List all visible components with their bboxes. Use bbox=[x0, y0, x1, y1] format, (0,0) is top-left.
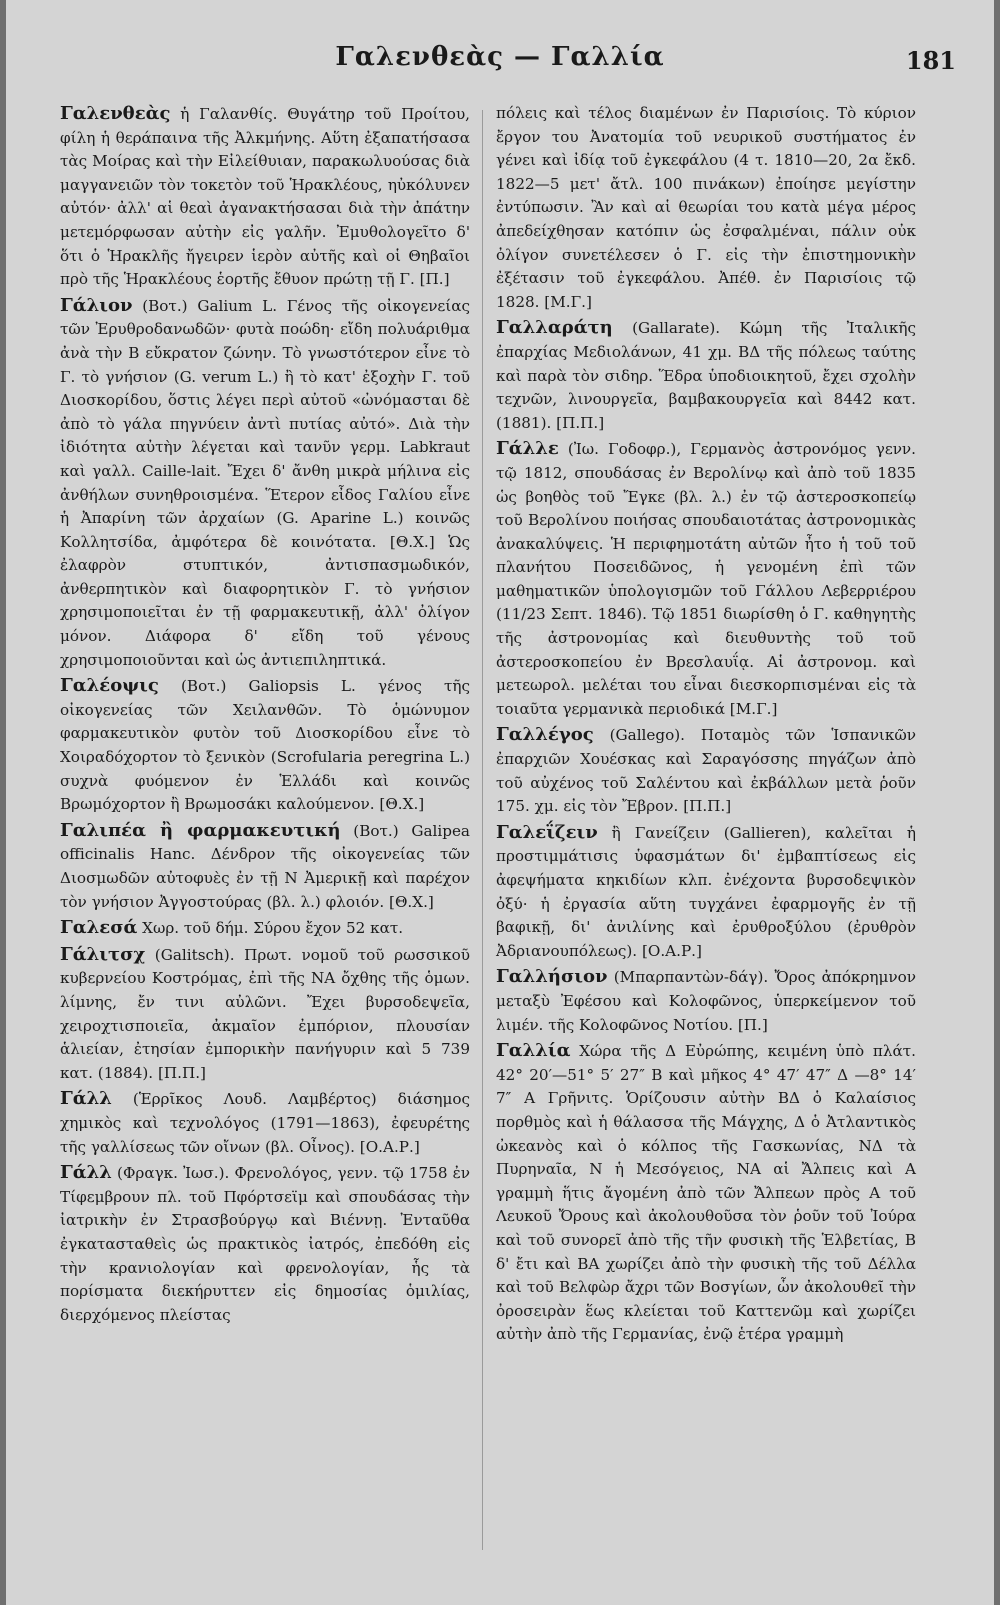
entry-text: (Galitsch). Πρωτ. νομοῦ τοῦ ρωσσικοῦ κυβερνείου Κοστρόμας, ἐπὶ τῆς ΝΑ ὄχθης τῆς ὁμων. λίμνης, ἔν τινι αὐλῶνι. Ἔχει βυρσοδεψεῖα, χειροχτισποιεῖα, ἀκμαῖον ἐμπόριον, πλουσίαν ἁλιείαν, ἐτησίαν ἐμπορικὴν πανήγυριν καὶ 5 739 κατ. (1884). [Π.Π.] bbox=[60, 945, 471, 1082]
right-column bbox=[496, 102, 916, 1349]
entry-text: (Βοτ.) Galipea officinalis Hanc. Δένδρον τῆς οἰκογενείας τῶν Διοσμωδῶν αὐτοφυὲς ἐν τῇ Ν Ἀμερικῇ καὶ παρέχον τὸν γνήσιον Ἀγγοστούρας (βλ. λ.) φλοιόν. [Θ.Χ.] bbox=[60, 821, 470, 911]
entry-text: (Ἰω. Γοδοφρ.), Γερμανὸς ἀστρονόμος γενν. τῷ 1812, σπουδάσας ἐν Βερολίνῳ καὶ ἀπὸ τοῦ 1835 ὡς βοηθὸς τοῦ Ἔγκε (βλ. λ.) ἐν τῷ ἀστεροσκοπείῳ τοῦ Βερολίνου ποιήσας σπουδαιοτάτας ἀστρονομικὰς ἀνακαλύψεις. Ἡ περιφημοτάτη αὐτῶν ἦτο ἡ τοῦ τοῦ πλανήτου Ποσειδῶνος, ἡ γενομένη ἐπὶ τῶν μαθηματικῶν ὑπολογισμῶν τοῦ Γάλλου Λεβερριέρου (11/23 Σεπτ. 1846). Τῷ 1851 διωρίσθη ὁ Γ. καθηγητὴς τῆς ἀστρονομίας καὶ διευθυντὴς τοῦ τοῦ ἀστεροσκοπείου ἐν Βρεσλαυΐᾳ. Αἱ ἀστρονομ. καὶ μετεωρολ. μελέται του εἶναι διεσκορπισμέναι εἰς τὰ τοιαῦτα γερμανικὰ περιοδικά [Μ.Γ.] bbox=[496, 440, 916, 718]
column-divider bbox=[482, 110, 483, 1550]
entry-headword: Γαλλήσιον bbox=[496, 966, 608, 988]
dictionary-entry bbox=[60, 294, 470, 673]
entry-text: ἡ Γαλανθίς. Θυγάτηρ τοῦ Προίτου, φίλη ἡ θεράπαινα τῆς Ἀλκμήνης. Αὕτη ἐξαπατήσασα τὰς Μοίρας καὶ τὴν Εἰλείθυιαν, παρακωλυούσας διὰ μαγγανειῶν τὸν τοκετὸν τοῦ Ἡρακλέους, ηὐκόλυνεν αὐτόν· ἀλλ' αἱ θεαὶ ἀγανακτήσασαι διὰ τὴν ἀπάτην μετεμόρφωσαν αὐτὴν εἰς γαλῆν. Ἐμυθολογεῖτο δ' ὅτι ὁ Ἡρακλῆς ἤγειρεν ἱερὸν αὐτῆς καὶ οἱ Θηβαῖοι πρὸ τῆς Ἡρακλέους ἑορτῆς ἔθυον πρώτῃ τῇ Γ. [Π.] bbox=[60, 105, 471, 289]
entry-text: (Φραγκ. Ἰωσ.). Φρενολόγος, γενν. τῷ 1758 ἐν Τίφεμβρουν πλ. τοῦ Πφόρτσεϊμ καὶ σπουδάσας τὴν ἰατρικὴν ἐν Στρασβούργῳ καὶ Βιέννῃ. Ἐνταῦθα ἐγκατασταθεὶς ὡς πρακτικὸς ἰατρός, ἐπεδόθη εἰς τὴν κρανιολογίαν καὶ φρενολογίαν, ἧς τὰ πορίσματα διεκήρυττεν εἰς δημοσίας ὁμιλίας, διερχόμενος πλείστας bbox=[60, 1164, 470, 1324]
entry-text: (Μπαρπαντὼν-δάγ). Ὄρος ἀπόκρημνον μεταξὺ Ἐφέσου καὶ Κολοφῶνος, ὑπερκείμενον τοῦ λιμέν. τῆς Κολοφῶνος Νοτίου. [Π.] bbox=[496, 968, 916, 1034]
dictionary-entry bbox=[60, 1161, 470, 1327]
entry-headword: Γαλενθεὰς bbox=[60, 103, 171, 124]
entry-headword: Γαλλέγος bbox=[496, 724, 594, 746]
page-header bbox=[6, 42, 994, 82]
entry-text: Χώρα τῆς Δ Εὐρώπης, κειμένη ὑπὸ πλάτ. 42° 20′—51° 5′ 27″ Β καὶ μῆκος 4° 47′ 47″ Δ —8° 14′ 7″ Α Γρῆνιτς. Ὁρίζουσιν αὐτὴν ΒΔ ὁ Καλαίσιος πορθμὸς καὶ ἡ θάλασσα τῆς Μάγχης, Δ ὁ Ἀτλαντικὸς ὠκεανὸς καὶ ὁ κόλπος τῆς Γασκωνίας, ΝΔ τὰ Πυρηναῖα, Ν ἡ Μεσόγειος, ΝΑ αἱ Ἄλπεις καὶ Α γραμμὴ ἥτις ἄγομένη ἀπὸ τῶν Ἄλπεων πρὸς Α τοῦ Λευκοῦ Ὄρους καὶ ἀκολουθοῦσα τὸν ῥοῦν τοῦ Ἰούρα καὶ τοῦ συνορεῖ ἀπὸ τῆς τῆν φυσικὴ τῆς Ἑλβετίας, Β δ' ἔτι καὶ ΒΑ χωρίζει ἀπὸ τὴν φυσικὴ τῆς τοῦ Δέλλα καὶ τοῦ Βελφὼρ ἄχρι τῶν Βοσγίων, ὧν ἀκολουθεῖ τὴν ὀροσειρὰν ἕως κλείεται τοῦ Καττενῶμ καὶ χωρίζει αὐτὴν ἀπὸ τῆς Γερμανίας, ἐνῷ ἑτέρα γραμμὴ bbox=[496, 1042, 916, 1344]
dictionary-entry bbox=[60, 674, 470, 817]
running-title: Γαλενθεὰς — Γαλλία bbox=[335, 42, 665, 72]
entry-headword: Γάλιον bbox=[60, 294, 133, 316]
entry-headword: Γαλλαράτη bbox=[496, 317, 613, 339]
entry-headword: Γαλλία bbox=[496, 1040, 571, 1062]
page-number: 181 bbox=[905, 46, 956, 75]
entry-headword: Γάλλ bbox=[60, 1162, 112, 1184]
dictionary-entry bbox=[60, 943, 470, 1086]
dictionary-entry bbox=[496, 723, 916, 818]
dictionary-entry bbox=[496, 1039, 916, 1347]
dictionary-entry bbox=[496, 965, 916, 1037]
entry-headword: Γάλλ bbox=[60, 1088, 112, 1110]
left-column bbox=[60, 102, 470, 1329]
dictionary-entry bbox=[60, 102, 470, 292]
dictionary-entry bbox=[60, 916, 470, 941]
entry-text: (Gallego). Ποταμὸς τῶν Ἱσπανικῶν ἐπαρχιῶν Χουέσκας καὶ Σαραγόσσης πηγάζων ἀπὸ τοῦ αὐχένος τοῦ Σαλέντου καὶ ἐκβάλλων μετὰ ῥοῦν 175. χμ. εἰς τὸν Ἔβρον. [Π.Π.] bbox=[496, 726, 916, 816]
dictionary-entry bbox=[496, 437, 916, 721]
entry-headword: Γάλιτσχ bbox=[60, 943, 146, 965]
dictionary-entry bbox=[60, 819, 470, 914]
entry-text: Χωρ. τοῦ δήμ. Σύρου ἔχον 52 κατ. bbox=[142, 919, 404, 938]
entry-text: πόλεις καὶ τέλος διαμένων ἐν Παρισίοις. Τὸ κύριον ἔργον του Ἀνατομία τοῦ νευρικοῦ συστήματος ἐν γένει καὶ ἰδίᾳ τοῦ ἐγκεφάλου (4 τ. 1810—20, 2α ἔκδ. 1822—5 μετ' ἄτλ. 100 πινάκων) ἐποίησε μεγίστην ἐντύπωσιν. Ἂν καὶ αἱ θεωρίαι του κατὰ μέγα μέρος ἀπεδείχθησαν κατόπιν ὡς ἐσφαλμέναι, πάλιν οὐκ ὀλίγον συνετέλεσεν ὁ Γ. εἰς τὴν ἐπιστημονικὴν ἐξέτασιν τοῦ ἐγκεφάλου. Ἀπέθ. ἐν Παρισίοις τῷ 1828. [Μ.Γ.] bbox=[496, 104, 916, 311]
entry-headword: Γαλέοψις bbox=[60, 675, 159, 697]
entry-text: (Ἑρρῖκος Λουδ. Λαμβέρτος) διάσημος χημικὸς καὶ τεχνολόγος (1791—1863), ἐφευρέτης τῆς γαλλίσεως τῶν οἴνων (βλ. Οἶνος). [Ο.Α.Ρ.] bbox=[60, 1090, 470, 1156]
entry-text: (Βοτ.) Galium L. Γένος τῆς οἰκογενείας τῶν Ἐρυθροδανωδῶν· φυτὰ ποώδη· εἴδη πολυάριθμα ἀνὰ τὴν Β εὔκρατον ζώνην. Τὸ γνωστότερον εἶνε τὸ Γ. τὸ γνήσιον (G. verum L.) ἢ τὸ κατ' ἐξοχὴν Γ. τοῦ Διοσκορίδου, ὅστις λέγει περὶ αὐτοῦ «ὠνόμασται δὲ ἀπὸ τὸ γάλα πηγνύειν ἀντὶ πυτίας αὐτό». Διὰ τὴν ἰδιότητα αὐτὴν λέγεται καὶ τανῦν γερμ. Labkraut καὶ γαλλ. Caille-lait. Ἔχει δ' ἄνθη μικρὰ μήλινα εἰς ἀνθήλων συνηθροισμένα. Ἕτερον εἶδος Γαλίου εἶνε ἡ Ἀπαρίνη τῶν ἀρχαίων (G. Aparine L.) κοινῶς Κολλητσίδα, ἀμφότερα δὲ κοινότατα. [Θ.Χ.] Ὡς ἐλαφρὸν στυπτικόν, ἀντισπασμωδικόν, ἀνθερπητικὸν καὶ διαφορητικὸν Γ. τὸ γνήσιον χρησιμοποιεῖται ἐν τῇ φαρμακευτικῇ, ἀλλ' ὀλίγον μόνον. Διάφορα δ' εἴδη τοῦ γένους χρησιμοποιοῦνται καὶ ὡς ἀντιεπιληπτικά. bbox=[60, 296, 471, 669]
dictionary-entry bbox=[496, 316, 916, 435]
dictionary-entry bbox=[60, 1087, 470, 1159]
entry-headword: Γαλεΐζειν bbox=[496, 821, 598, 843]
entry-text: ἢ Γανείζειν (Gallieren), καλεῖται ἡ προστιμμάτισις ὑφασμάτων δι' ἐμβαπτίσεως εἰς ἀφεψήματα κηκιδίων κλπ. ἐνέχοντα βυρσοδεψικὸν ὀξύ· ἡ ἐργασία αὕτη τυγχάνει ἐφαρμογῆς ἐν τῇ βαφικῇ, δι' ἀνιλίνης καὶ ἐρυθροξύλου (ἐρυθρὸν Ἀδριανουπόλεως). [Ο.Α.Ρ.] bbox=[496, 823, 916, 960]
dictionary-entry bbox=[496, 821, 916, 964]
entry-headword: Γαλεσά bbox=[60, 917, 138, 939]
dictionary-entry bbox=[496, 102, 916, 314]
entry-text: (Βοτ.) Galiopsis L. γένος τῆς οἰκογενείας τῶν Χειλανθῶν. Τὸ ὁμώνυμον φαρμακευτικὸν φυτὸν τοῦ Διοσκορίδου εἶνε τὸ Χοιραδόχορτον τὸ ξενικὸν (Scrofularia peregrina L.) συχνὰ φυόμενον ἐν Ἑλλάδι καὶ κοινῶς Βρωμόχορτον ἢ Βρωμοσάκι καλούμενον. [Θ.Χ.] bbox=[60, 677, 471, 814]
entry-headword: Γάλλε bbox=[496, 438, 559, 460]
entry-text: (Gallarate). Κώμη τῆς Ἰταλικῆς ἐπαρχίας Μεδιολάνων, 41 χμ. ΒΔ τῆς πόλεως ταύτης καὶ παρὰ τὸν σιδηρ. Ἕδρα ὑποδιοικητοῦ, ἔχει σχολὴν τεχνῶν, λινουργεῖα, βαμβακουργεῖα καὶ 8442 κατ. (1881). [Π.Π.] bbox=[496, 319, 916, 432]
entry-headword: Γαλιπέα ἢ φαρμακευτική bbox=[60, 819, 341, 841]
dictionary-page bbox=[6, 0, 994, 1605]
